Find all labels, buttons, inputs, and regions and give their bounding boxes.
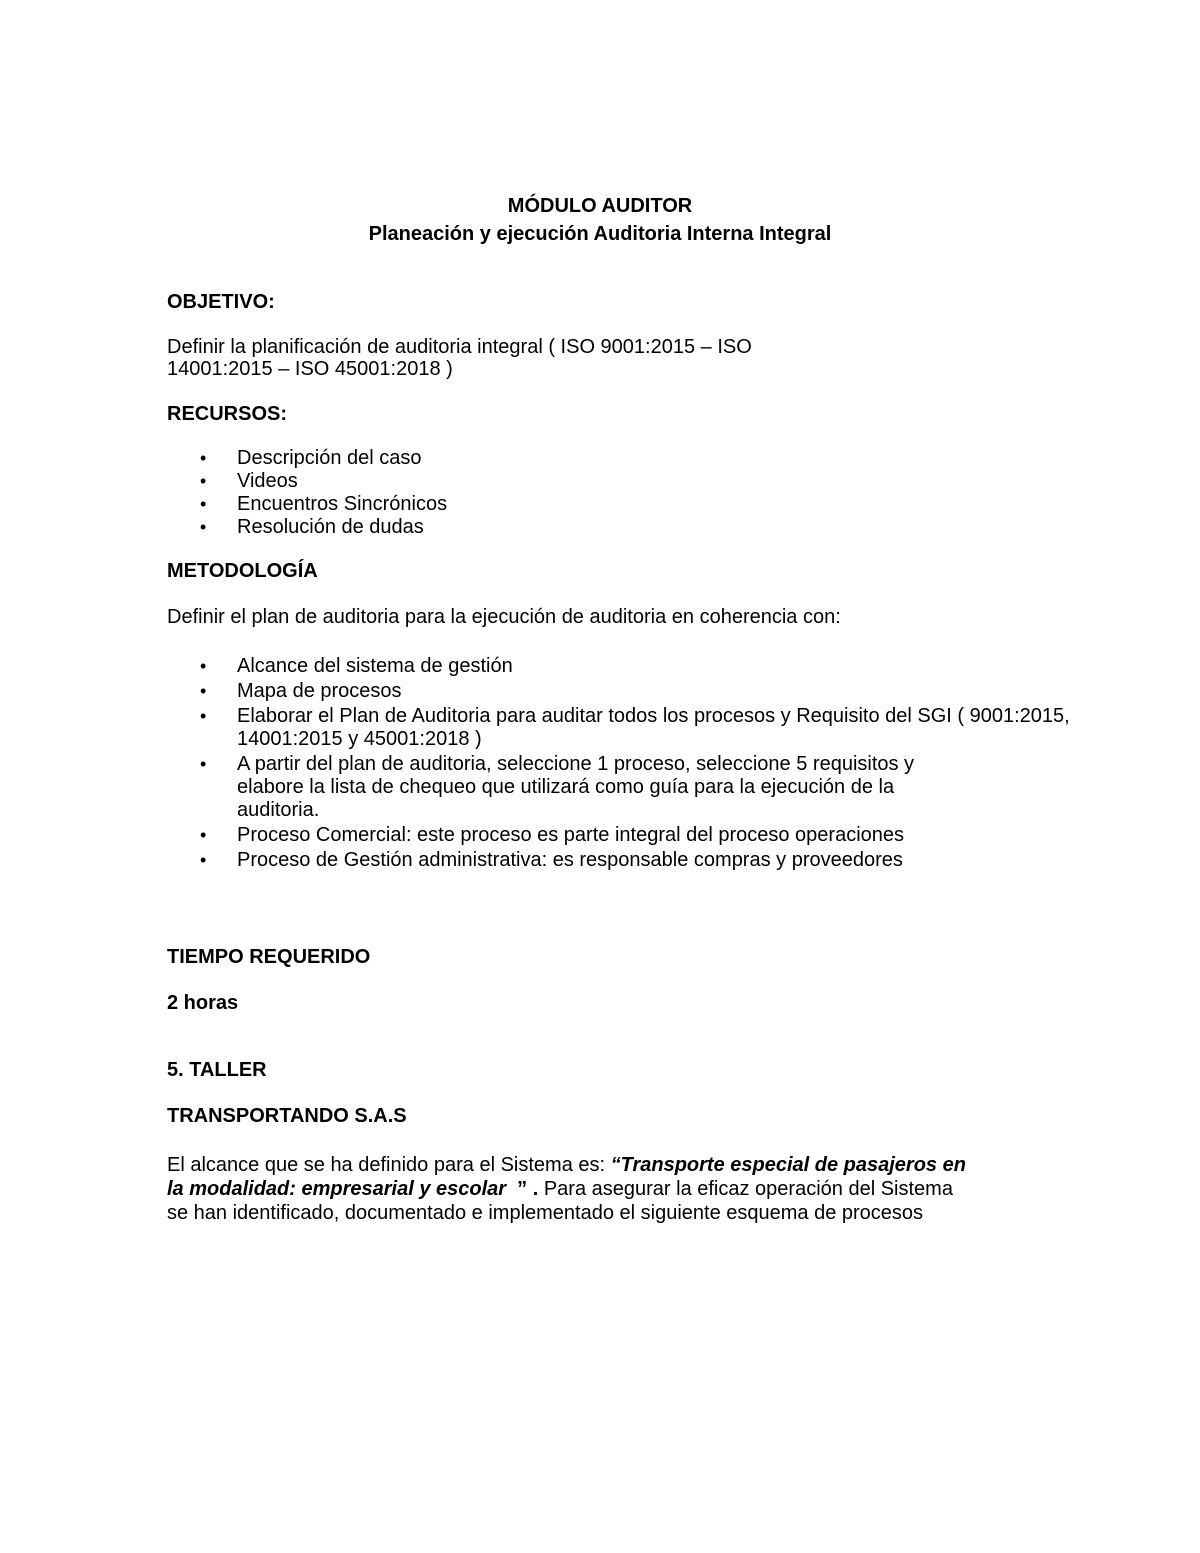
scope-suffix: Para asegurar la eficaz operación del Sistema (538, 1178, 953, 1200)
bullet-icon: • (200, 448, 207, 468)
list-item (167, 470, 1067, 493)
list-item (167, 705, 1147, 751)
recursos-item: Resolución de dudas (237, 516, 424, 538)
bullet-icon: • (200, 471, 207, 491)
scope-prefix: El alcance que se ha definido para el Sistema es: (167, 1154, 611, 1176)
list-item (167, 447, 1067, 470)
list-item (167, 655, 1147, 678)
objetivo-heading: OBJETIVO: (167, 291, 275, 313)
recursos-list (167, 447, 1067, 539)
metodologia-item-line: auditoria. (237, 799, 320, 821)
list-item (167, 849, 1147, 872)
list-item (167, 493, 1067, 516)
bullet-icon: • (200, 656, 207, 676)
bullet-icon: • (200, 825, 207, 845)
scope-quote-close: ” . (506, 1178, 539, 1200)
metodologia-list (167, 655, 1147, 872)
list-item (167, 753, 1035, 822)
recursos-heading: RECURSOS: (167, 403, 288, 425)
objetivo-line-2: 14001:2015 – ISO 45001:2018 ) (167, 358, 453, 380)
bullet-icon: • (200, 494, 207, 514)
metodologia-item-line: Elaborar el Plan de Auditoria para auditar todos los procesos y Requisito del SGI ( 9001:2015, (237, 705, 1070, 727)
list-item (167, 680, 1147, 703)
scope-quote-open: “ (610, 1154, 621, 1176)
metodologia-item-line: A partir del plan de auditoria, seleccione 1 proceso, seleccione 5 requisitos y (237, 753, 915, 775)
metodologia-item-line: 14001:2015 y 45001:2018 ) (237, 728, 482, 750)
recursos-item: Videos (237, 470, 298, 492)
objetivo-line-1: Definir la planificación de auditoria integral ( ISO 9001:2015 – ISO (167, 336, 752, 358)
list-item (167, 516, 1067, 539)
metodologia-item: Mapa de procesos (237, 680, 402, 702)
scope-line-3: se han identificado, documentado e implementado el siguiente esquema de procesos (167, 1202, 924, 1224)
list-item (167, 824, 1147, 847)
metodologia-heading: METODOLOGÍA (167, 560, 318, 582)
metodologia-item: Proceso Comercial: este proceso es parte integral del proceso operaciones (237, 824, 905, 846)
scope-paragraph (167, 1153, 1033, 1225)
scope-text-2: la modalidad: empresarial y escolar (167, 1178, 507, 1200)
taller-heading: 5. TALLER (167, 1059, 267, 1081)
recursos-item: Encuentros Sincrónicos (237, 493, 448, 515)
company-name: TRANSPORTANDO S.A.S (167, 1105, 407, 1127)
bullet-icon: • (200, 681, 207, 701)
scope-text-1: Transporte especial de pasajeros en (620, 1154, 966, 1176)
page-subtitle: Planeación y ejecución Auditoria Interna Integral (368, 223, 832, 245)
metodologia-item-line: elabore la lista de chequeo que utilizará como guía para la ejecución de la (237, 776, 895, 798)
metodologia-item: Proceso de Gestión administrativa: es responsable compras y proveedores (237, 849, 903, 871)
scope-line-2 (167, 1177, 1033, 1201)
tiempo-heading: TIEMPO REQUERIDO (167, 946, 371, 968)
bullet-icon: • (200, 754, 207, 774)
tiempo-value: 2 horas (167, 992, 239, 1014)
scope-line-1 (167, 1153, 1033, 1177)
page-title: MÓDULO AUDITOR (507, 195, 693, 217)
bullet-icon: • (200, 706, 207, 726)
metodologia-intro: Definir el plan de auditoria para la ejecución de auditoria en coherencia con: (167, 606, 841, 628)
recursos-item: Descripción del caso (237, 447, 422, 469)
metodologia-item: Alcance del sistema de gestión (237, 655, 513, 677)
bullet-icon: • (200, 850, 207, 870)
bullet-icon: • (200, 517, 207, 537)
